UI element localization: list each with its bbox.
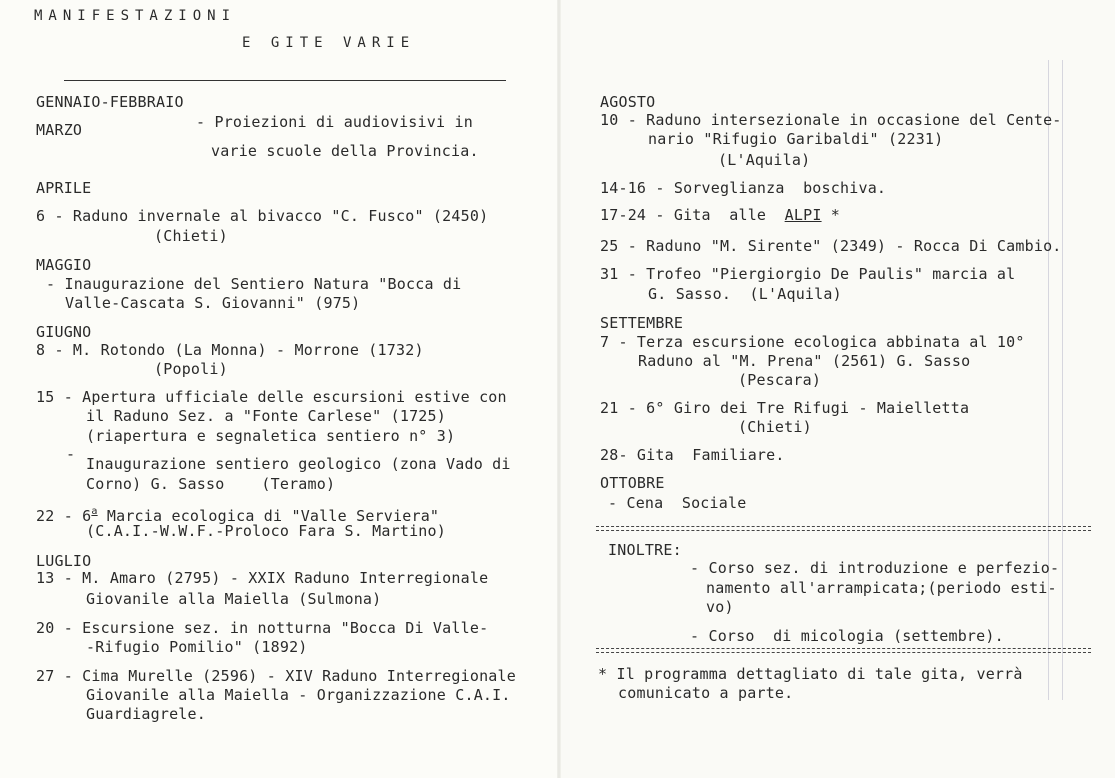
month-heading: GIUGNO (36, 323, 92, 341)
ordinal-superscript: a (91, 506, 98, 517)
event-text: 6 - Raduno invernale al bivacco "C. Fusco" (2450) (36, 207, 489, 225)
event-text: (Pescara) (738, 371, 822, 389)
month-heading: GENNAIO-FEBBRAIO (36, 93, 184, 111)
event-text: - Proiezioni di audiovisivi in (196, 113, 473, 131)
month-heading: APRILE (36, 179, 92, 197)
event-text: 20 - Escursione sez. in notturna "Bocca Di Valle- (36, 619, 489, 637)
course-text: namento all'arrampicata;(periodo esti- (706, 579, 1057, 597)
footnote: * Il programma dettagliato di tale gita, verrà (598, 665, 1023, 683)
event-text: (Chieti) (738, 418, 812, 436)
month-heading: AGOSTO (600, 93, 656, 111)
title-rule (64, 80, 506, 81)
event-text: 25 - Raduno "M. Sirente" (2349) - Rocca Di Cambio. (600, 237, 1062, 255)
asterisk-mark: * (821, 206, 841, 224)
event-text-part: 22 - 6 (36, 507, 92, 525)
section-rule-top (596, 526, 1091, 531)
month-heading: SETTEMBRE (600, 314, 684, 332)
page-subtitle: E GITE VARIE (242, 35, 416, 51)
event-text: Raduno al "M. Prena" (2561) G. Sasso (638, 352, 971, 370)
event-text: 14-16 - Sorveglianza boschiva. (600, 179, 887, 197)
event-text (600, 205, 840, 225)
course-text: - Corso di micologia (settembre). (690, 627, 1004, 645)
page-title: MANIFESTAZIONI (34, 8, 237, 24)
event-text: - Inaugurazione del Sentiero Natura "Bocca di (46, 275, 462, 293)
bleed-through-line (1048, 60, 1049, 700)
footnote: comunicato a parte. (618, 684, 794, 702)
event-text: Giovanile alla Maiella - Organizzazione C.A.I. (86, 686, 511, 704)
bleed-through-line (1062, 60, 1063, 700)
event-text: (C.A.I.-W.W.F.-Proloco Fara S. Martino) (86, 522, 446, 540)
event-text-part: Marcia ecologica di "Valle Serviera" (97, 507, 440, 525)
event-text: (Popoli) (154, 360, 228, 378)
event-text: nario "Rifugio Garibaldi" (2231) (648, 130, 944, 148)
month-heading: MARZO (36, 121, 83, 139)
event-text: 8 - M. Rotondo (La Monna) - Morrone (1732) (36, 341, 424, 359)
course-text: vo) (706, 598, 734, 616)
event-text: Corno) G. Sasso (Teramo) (86, 475, 336, 493)
event-text: Guardiagrele. (86, 705, 206, 723)
event-text: 21 - 6° Giro dei Tre Rifugi - Maielletta (600, 399, 970, 417)
inoltre-label: INOLTRE: (608, 541, 682, 559)
event-text: 31 - Trofeo "Piergiorgio De Paulis" marcia al (600, 265, 1016, 283)
event-text: 27 - Cima Murelle (2596) - XIV Raduno Interregionale (36, 667, 516, 685)
event-text: 28- Gita Familiare. (600, 446, 785, 464)
month-heading: MAGGIO (36, 256, 92, 274)
alpi-underlined: ALPI (784, 206, 822, 224)
page-fold (557, 0, 561, 778)
event-text: 10 - Raduno intersezionale in occasione del Cente- (600, 111, 1062, 129)
event-text: (riapertura e segnaletica sentiero n° 3) (86, 427, 456, 445)
event-text: Valle-Cascata S. Giovanni" (975) (65, 294, 361, 312)
event-text: -Rifugio Pomilio" (1892) (86, 638, 308, 656)
event-text: G. Sasso. (L'Aquila) (648, 285, 842, 303)
event-text: il Raduno Sez. a "Fonte Carlese" (1725) (86, 407, 446, 425)
section-rule-bottom (596, 648, 1091, 653)
event-text: - Cena Sociale (608, 494, 747, 512)
event-text: (L'Aquila) (718, 151, 811, 169)
event-text: Giovanile alla Maiella (Sulmona) (86, 590, 382, 608)
event-text: 15 - Apertura ufficiale delle escursioni estive con (36, 388, 507, 406)
event-text: Inaugurazione sentiero geologico (zona Vado di (86, 455, 511, 473)
event-dash: - (66, 445, 76, 463)
event-text: 7 - Terza escursione ecologica abbinata al 10° (600, 333, 1025, 351)
event-text: (Chieti) (154, 227, 228, 245)
event-text-part: 17-24 - Gita alle (600, 206, 785, 224)
event-text: varie scuole della Provincia. (211, 142, 479, 160)
month-heading: OTTOBRE (600, 474, 665, 492)
course-text: - Corso sez. di introduzione e perfezio- (690, 559, 1060, 577)
month-heading: LUGLIO (36, 552, 92, 570)
event-text: 13 - M. Amaro (2795) - XXIX Raduno Interregionale (36, 569, 489, 587)
